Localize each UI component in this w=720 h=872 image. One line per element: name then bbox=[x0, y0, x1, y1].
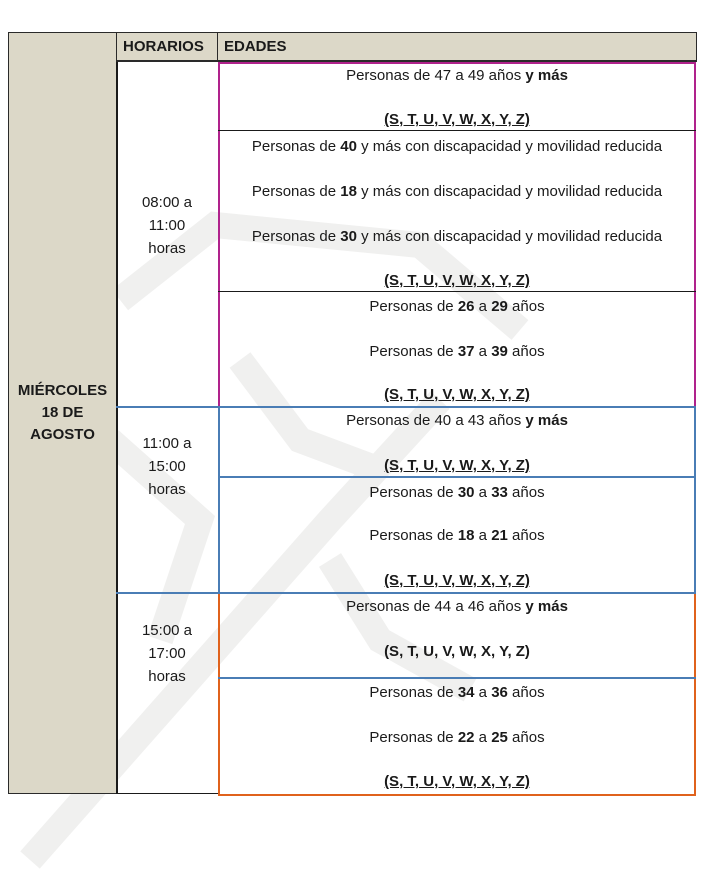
header-edades: EDADES bbox=[217, 32, 697, 62]
group-divider bbox=[218, 592, 696, 594]
age-row: Personas de 30 a 33 años bbox=[369, 484, 545, 501]
letters-row: (S, T, U, V, W, X, Y, Z) bbox=[384, 111, 530, 128]
letters-row: (S, T, U, V, W, X, Y, Z) bbox=[384, 272, 530, 289]
row-divider bbox=[218, 677, 696, 679]
row-divider bbox=[218, 291, 696, 292]
day-cell bbox=[8, 32, 116, 794]
day-number: 18 DE bbox=[41, 404, 84, 421]
slot-divider bbox=[116, 406, 218, 408]
header-horarios: HORARIOS bbox=[116, 32, 218, 62]
age-row: Personas de 40 y más con discapacidad y movilidad reducida bbox=[251, 138, 663, 155]
letters-row: (S, T, U, V, W, X, Y, Z) bbox=[384, 386, 530, 403]
age-row: Personas de 26 a 29 años bbox=[369, 298, 545, 315]
time-slot-1: 08:00 a 11:00 horas bbox=[141, 194, 193, 257]
age-row: Personas de 22 a 25 años bbox=[369, 729, 545, 746]
day-name: MIÉRCOLES bbox=[17, 382, 108, 399]
letters-row: (S, T, U, V, W, X, Y, Z) bbox=[384, 457, 530, 474]
age-row: Personas de 18 y más con discapacidad y movilidad reducida bbox=[251, 183, 663, 200]
age-row: Personas de 37 a 39 años bbox=[369, 343, 545, 360]
age-row: Personas de 18 a 21 años bbox=[369, 527, 545, 544]
letters-row: (S, T, U, V, W, X, Y, Z) bbox=[384, 643, 530, 660]
letters-row: (S, T, U, V, W, X, Y, Z) bbox=[384, 773, 530, 790]
row-divider bbox=[218, 130, 696, 131]
slot-divider bbox=[116, 592, 218, 594]
age-row: Personas de 44 a 46 años y más bbox=[346, 598, 568, 615]
time-slot-2: 11:00 a 15:00 horas bbox=[142, 435, 192, 498]
time-slot-3: 15:00 a 17:00 horas bbox=[141, 622, 193, 685]
letters-row: (S, T, U, V, W, X, Y, Z) bbox=[384, 572, 530, 589]
table-bottom-border bbox=[116, 793, 218, 794]
age-row: Personas de 40 a 43 años y más bbox=[346, 412, 568, 429]
age-row: Personas de 47 a 49 años y más bbox=[346, 67, 568, 84]
row-divider bbox=[218, 476, 696, 478]
age-row: Personas de 34 a 36 años bbox=[369, 684, 545, 701]
age-row: Personas de 30 y más con discapacidad y movilidad reducida bbox=[251, 228, 663, 245]
day-month: AGOSTO bbox=[30, 426, 95, 443]
